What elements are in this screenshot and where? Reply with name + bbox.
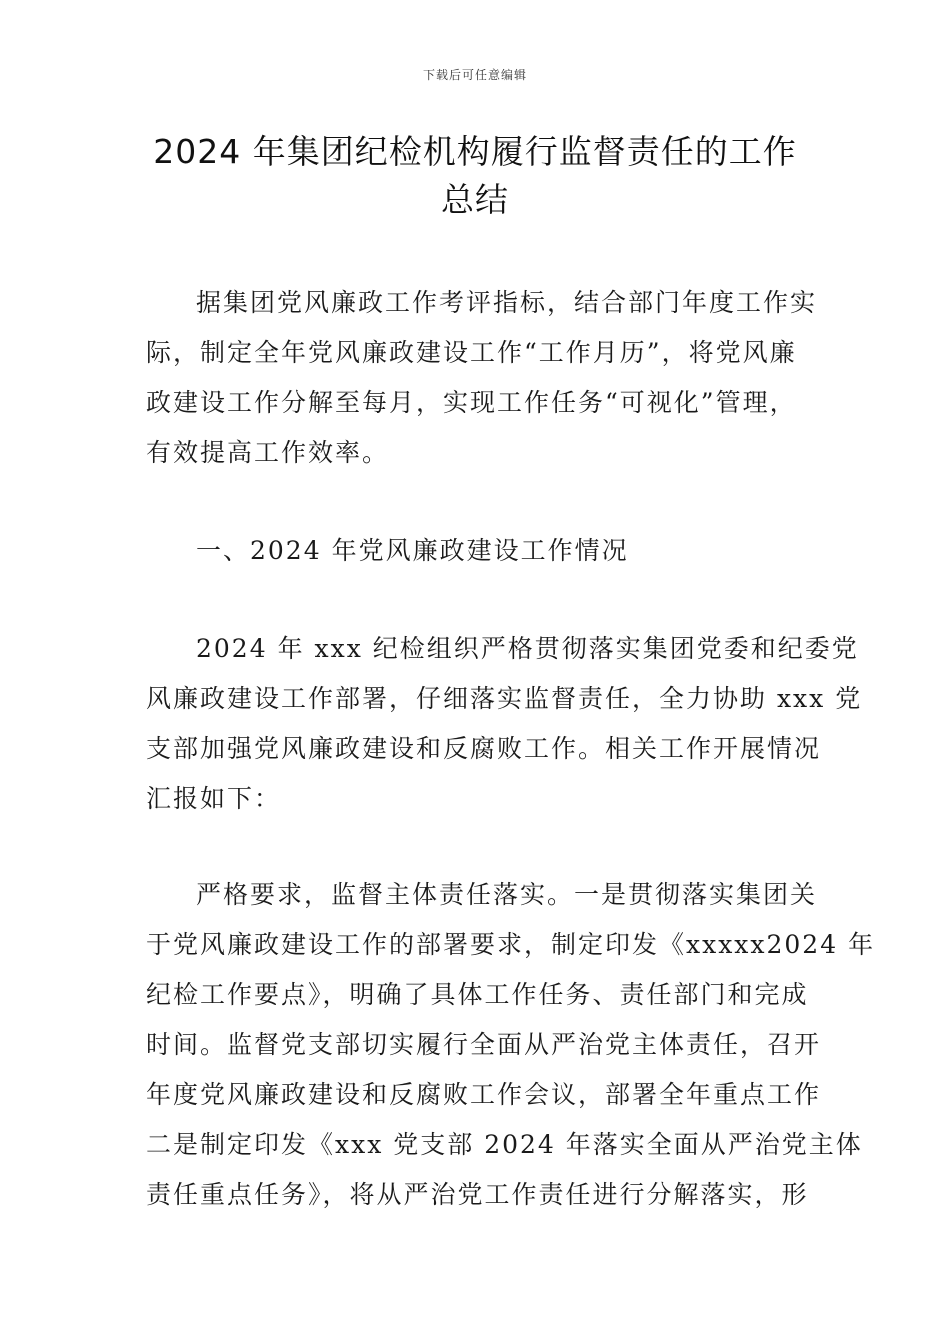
paragraph-line: 于党风廉政建设工作的部署要求，制定印发《xxxxx2024 年 [146,930,876,959]
paragraph-line: 纪检工作要点》，明确了具体工作任务、责任部门和完成 [146,980,809,1009]
paragraph-line: 风廉政建设工作部署，仔细落实监督责任，全力协助 xxx 党 [146,684,863,713]
section-heading-text: 一、2024 年党风廉政建设工作情况 [196,536,629,565]
paragraph-line: 二是制定印发《xxx 党支部 2024 年落实全面从严治党主体 [146,1130,863,1159]
paragraph-line: 年度党风廉政建设和反腐败工作会议，部署全年重点工作 [146,1080,822,1109]
header-note: 下载后可任意编辑 [422,68,527,82]
paragraph-line: 有效提高工作效率。 [146,438,390,467]
title-line-2: 总结 [441,180,509,219]
supervision-paragraph [146,870,876,1220]
paragraph-line: 严格要求，监督主体责任落实。一是贯彻落实集团关 [196,880,818,909]
paragraph-line: 际，制定全年党风廉政建设工作“工作月历”，将党风廉 [146,338,797,367]
paragraph-line: 据集团党风廉政工作考评指标，结合部门年度工作实 [196,288,818,317]
paragraph-line: 2024 年 xxx 纪检组织严格贯彻落实集团党委和纪委党 [196,634,859,663]
intro-paragraph [146,278,818,478]
title-line-1: 2024 年集团纪检机构履行监督责任的工作 [153,132,797,171]
section-heading [146,526,810,576]
paragraph-line: 汇报如下： [146,784,282,813]
paragraph-line: 政建设工作分解至每月，实现工作任务“可视化”管理， [146,388,797,417]
paragraph-line: 责任重点任务》，将从严治党工作责任进行分解落实，形 [146,1180,809,1209]
paragraph-line: 时间。监督党支部切实履行全面从严治党主体责任，召开 [146,1030,822,1059]
situation-paragraph [146,624,863,824]
paragraph-line: 支部加强党风廉政建设和反腐败工作。相关工作开展情况 [146,734,822,763]
document-title [120,128,830,224]
